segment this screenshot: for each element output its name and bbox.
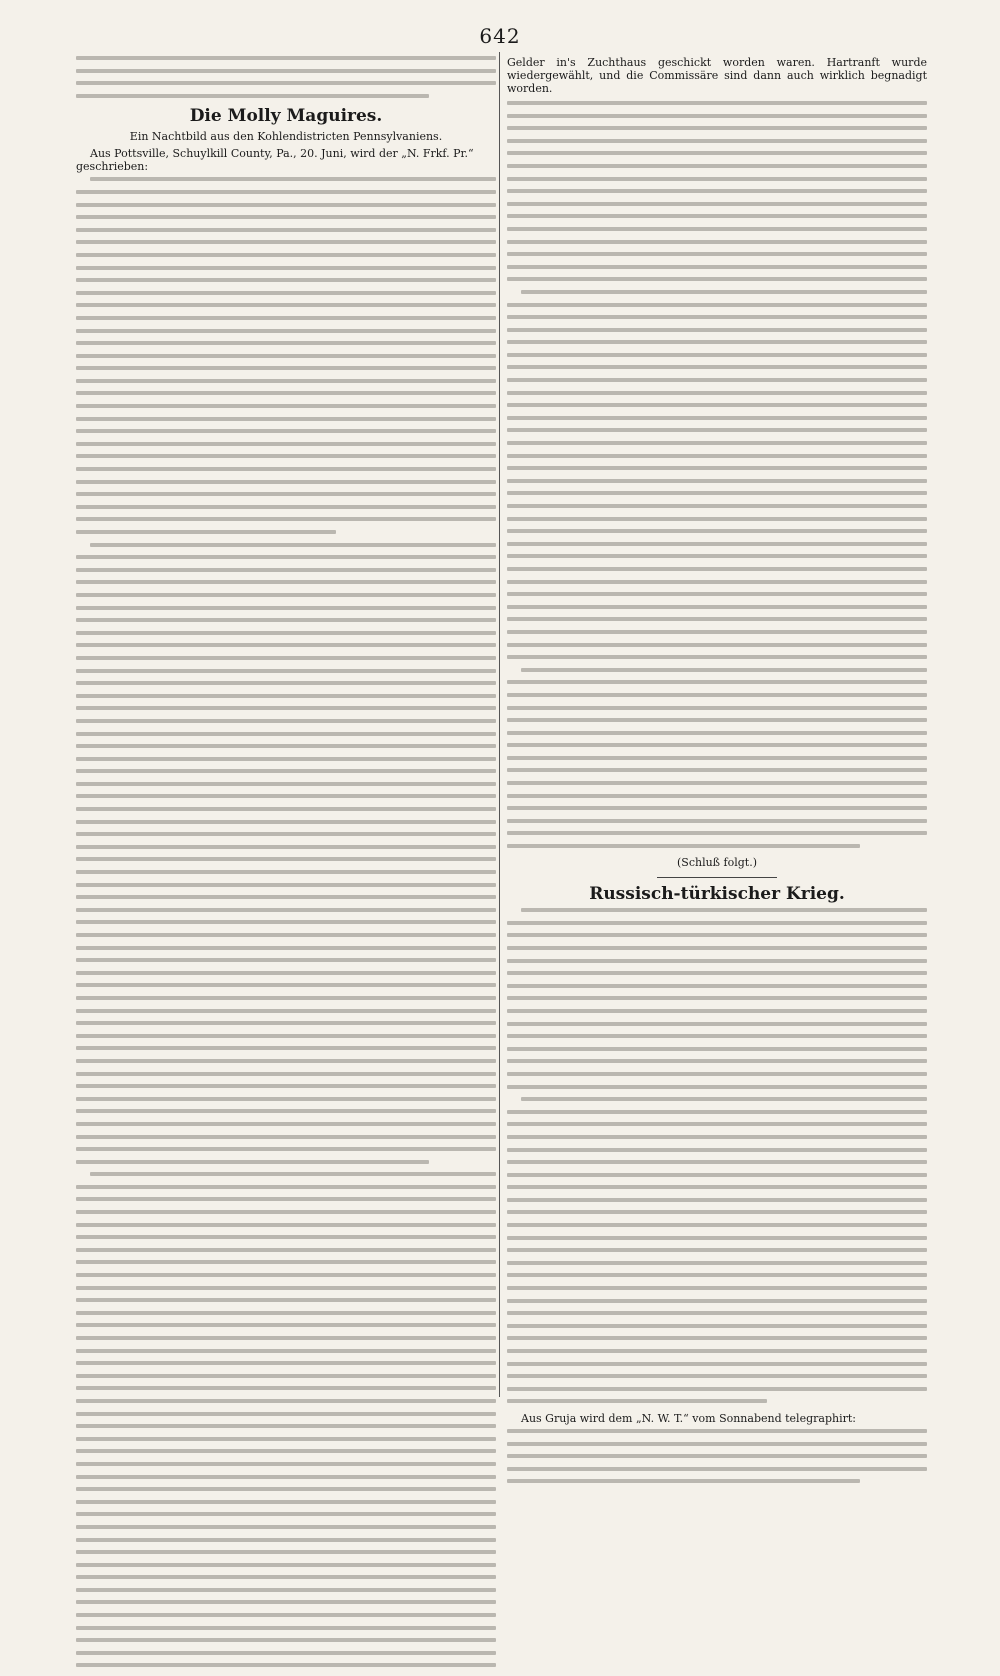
section-divider xyxy=(657,877,777,878)
article-dateline: Aus Pottsville, Schuylkill County, Pa., 20. Juni, wird der „N. Frkf. Pr.“ geschrieben: xyxy=(76,147,474,174)
article-subtitle: Ein Nachtbild aus den Kohlendistricten Pennsylvaniens. xyxy=(129,130,443,144)
war-dateline: Aus Gruja wird dem „N. W. T.“ vom Sonnabend telegraphirt: xyxy=(521,1411,856,1425)
right-column xyxy=(507,56,927,1492)
text-block-main-right xyxy=(507,101,927,848)
right-column-opening: Gelder in's Zuchthaus geschickt worden waren. Hartranft wurde wiedergewählt, und die Commissäre sind dann auch wirklich begnadigt worden. xyxy=(507,56,927,95)
text-block-main-left xyxy=(76,177,496,1667)
continued-note: (Schluß folgt.) xyxy=(677,855,757,869)
article-heading-russo-turkish-war: Russisch-türkischer Krieg. xyxy=(589,884,845,905)
article-heading-molly-maguires: Die Molly Maguires. xyxy=(189,106,383,127)
text-block-intro xyxy=(76,56,496,98)
column-divider xyxy=(499,52,500,1397)
text-block-war-telegram xyxy=(507,1429,927,1483)
page-number: 642 xyxy=(479,24,521,48)
left-column xyxy=(76,56,496,1676)
text-block-war-report xyxy=(507,908,927,1403)
